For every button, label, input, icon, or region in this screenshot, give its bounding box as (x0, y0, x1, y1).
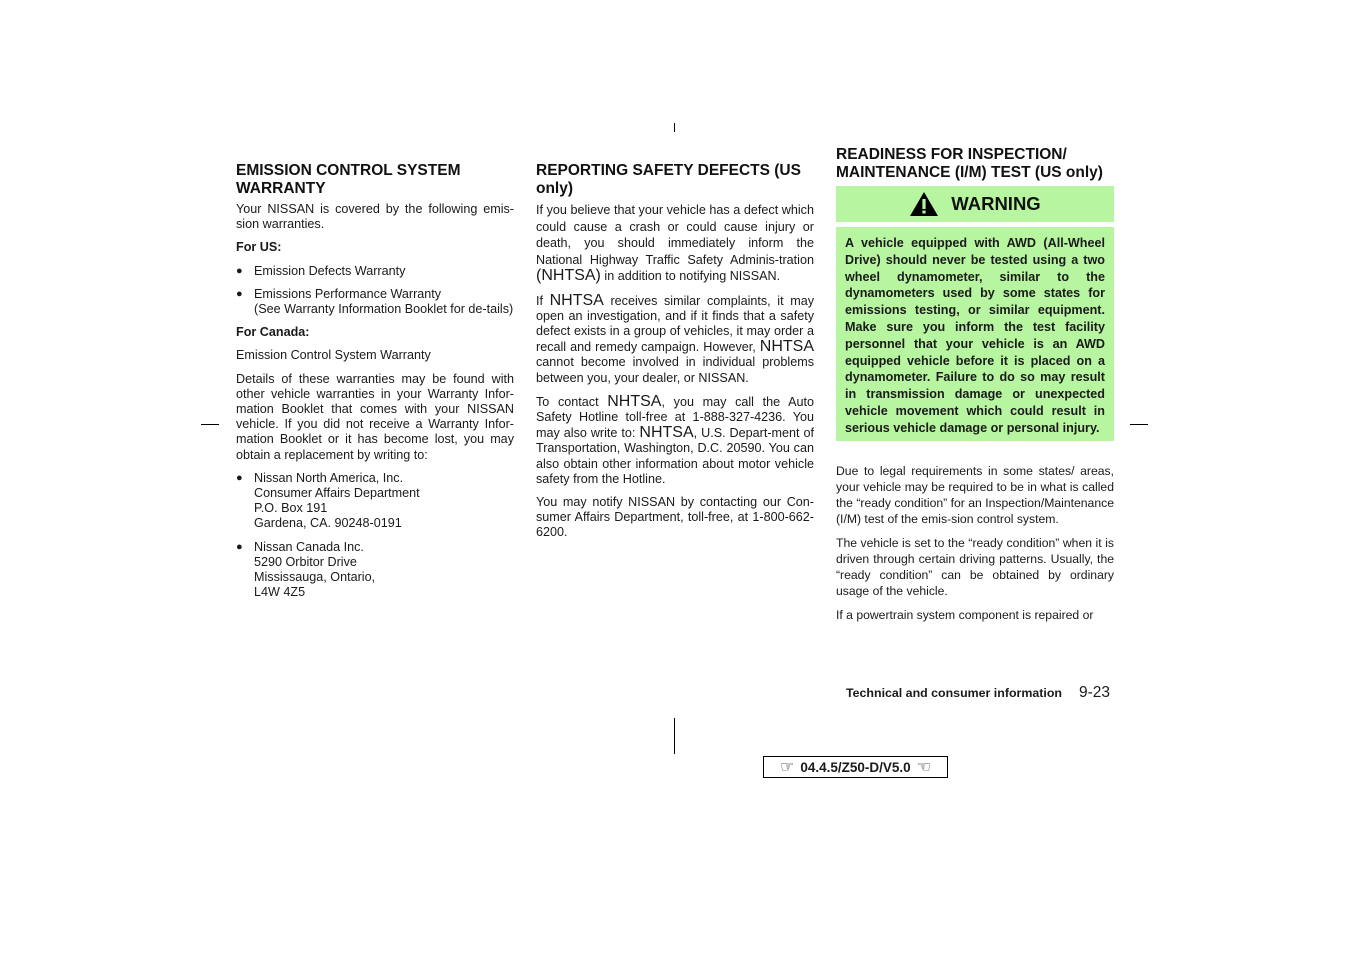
section-heading: EMISSION CONTROL SYSTEM WARRANTY (236, 162, 461, 197)
canada-label: For Canada: (236, 325, 310, 340)
column-emission-warranty (236, 162, 514, 608)
intro-text: Your NISSAN is covered by the following emis-sion warranties. (236, 202, 514, 232)
details-text: Details of these warranties may be found with other vehicle warranties in your Warranty Infor-mation Booklet that comes with your NISSAN vehicle. If you did not receive a Warranty Infor-mation Booklet or it has become lost, you may obtain a replacement by writing to: (236, 371, 514, 462)
pointing-hand-right-icon: ☞ (779, 759, 795, 776)
list-item: ● Nissan Canada Inc. 5290 Orbitor Drive Mississauga, Ontario, L4W 4Z5 (236, 539, 376, 600)
list-item: ● Nissan North America, Inc. Consumer Affairs Department P.O. Box 191 Gardena, CA. 90248-0191 (236, 470, 420, 531)
crop-mark-top (674, 123, 675, 132)
warning-triangle-icon (909, 191, 939, 217)
bullet-icon: ● (236, 471, 243, 484)
section-heading: READINESS FOR INSPECTION/ MAINTENANCE (I/M) TEST (US only) (836, 146, 1103, 181)
us-warranty-list (236, 264, 514, 318)
column-safety-defects (536, 162, 814, 549)
crop-mark-right (1130, 424, 1148, 425)
list-item: ● Emission Defects Warranty (236, 263, 406, 278)
section-footer-label: Technical and consumer information (846, 686, 1062, 700)
section-heading: REPORTING SAFETY DEFECTS (US only) (536, 162, 801, 197)
us-label: For US: (236, 240, 282, 255)
address-list (236, 471, 514, 601)
document-code: 04.4.5/Z50-D/V5.0 (800, 759, 911, 775)
warning-title: WARNING (951, 193, 1041, 215)
paragraph: You may notify NISSAN by contacting our Con-sumer Affairs Department, toll-free, at 1-800-662-6200. (536, 494, 814, 540)
warning-header (836, 186, 1114, 222)
crop-mark-left (201, 424, 219, 425)
bullet-icon: ● (236, 264, 243, 277)
list-item: ● Emissions Performance Warranty (See Warranty Information Booklet for de-tails) (236, 286, 514, 317)
paragraph: The vehicle is set to the “ready condition” when it is driven through certain driving patterns. Usually, the “ready condition” can be obtained by ordinary usage of the vehicle. (836, 535, 1114, 598)
bullet-icon: ● (236, 287, 243, 300)
paragraph: If you believe that your vehicle has a defect which could cause a crash or could cause injury or death, you should immediately inform the National Highway Traffic Safety Adminis-tration (NHTSA) in addition to notifying NISSAN. (536, 203, 814, 284)
item-note: (See Warranty Information Booklet for de-tails) (254, 302, 514, 317)
paragraph: If a powertrain system component is repaired or (836, 607, 1094, 622)
canada-text: Emission Control System Warranty (236, 348, 431, 363)
paragraph: To contact NHTSA, you may call the Auto Safety Hotline toll-free at 1-888-327-4236. You may also write to: NHTSA, U.S. Depart-ment of Transportation, Washington, D.C. 20590. You can also obtain other information about motor vehicle safety from the Hotline. (536, 392, 815, 486)
paragraph: If NHTSA receives similar complaints, it may open an investigation, and if it finds that a safety defect exists in a group of vehicles, it may order a recall and remedy campaign. However, NHTSA cannot become involved in individual problems between you, your dealer, or NISSAN. (536, 291, 815, 385)
column-readiness-test (836, 146, 1114, 631)
page-number: 9-23 (1079, 684, 1111, 701)
bullet-icon: ● (236, 540, 243, 553)
crop-mark-bottom (674, 718, 675, 754)
warning-body: A vehicle equipped with AWD (All-Wheel Drive) should never be tested using a two wheel dynamometer, similar to the dynamometers used by some states for emissions testing, or similar equipment. Make sure you inform the test facility personnel that your vehicle is an AWD equipped vehicle before it is placed on a dynamometer. Failure to do so may result in transmission damage or unexpected vehicle movement which could result in serious vehicle damage or personal injury. (836, 227, 1114, 441)
paragraph: Due to legal requirements in some states/ areas, your vehicle may be required to be in what is called the “ready condition” for an Inspection/Maintenance (I/M) test of the emis-sion control system. (836, 463, 1114, 526)
pointing-hand-left-icon: ☜ (916, 759, 931, 776)
document-code-box (763, 756, 948, 778)
